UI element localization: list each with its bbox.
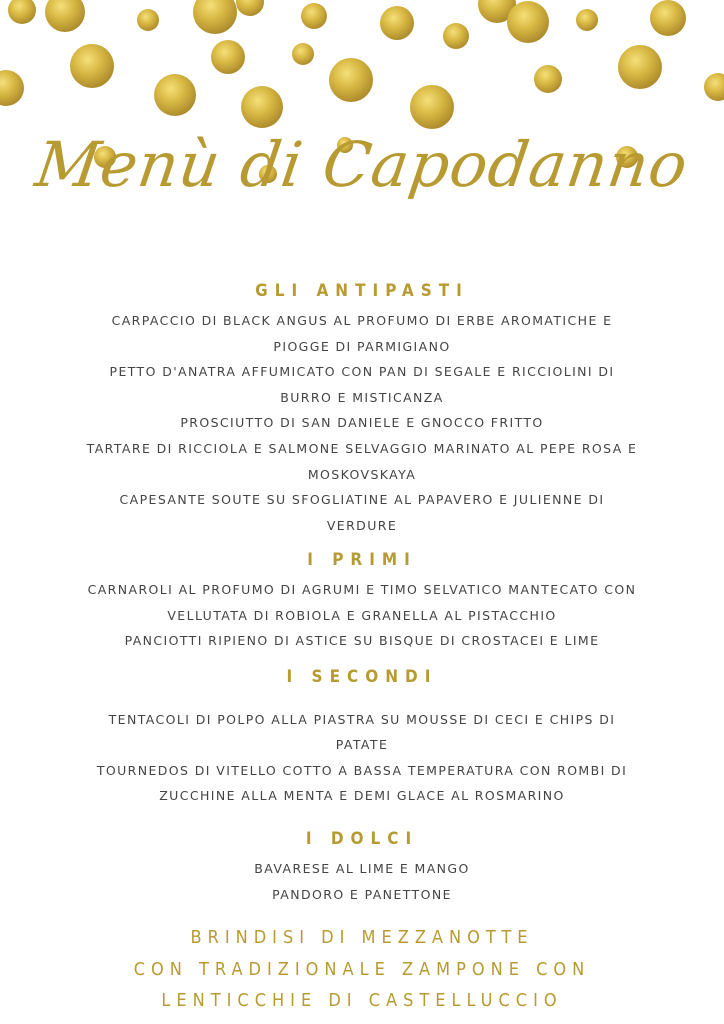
menu-item-line: PATATE	[335, 737, 389, 752]
section-heading-antipasti: GLI ANTIPASTI	[255, 281, 469, 301]
closing-line: LENTICCHIE DI CASTELLUCCIO	[161, 990, 563, 1011]
menu-item-line: VELLUTATA DI ROBIOLA E GRANELLA AL PISTACCHIO	[167, 608, 557, 623]
menu-item-line: PIOGGE DI PARMIGIANO	[273, 339, 451, 354]
menu-item-line: MOSKOVSKAYA	[307, 467, 417, 482]
closing-line: CON TRADIZIONALE ZAMPONE CON	[133, 959, 591, 980]
closing-line: BRINDISI DI MEZZANOTTE	[190, 927, 534, 948]
menu-item-line: CARPACCIO DI BLACK ANGUS AL PROFUMO DI ERBE AROMATICHE E	[111, 313, 613, 328]
menu-item-line: CAPESANTE SOUTE SU SFOGLIATINE AL PAPAVERO E JULIENNE DI	[119, 492, 605, 507]
menu-item-line: ZUCCHINE ALLA MENTA E DEMI GLACE AL ROSMARINO	[159, 788, 565, 803]
menu-item-line: TARTARE DI RICCIOLA E SALMONE SELVAGGIO MARINATO AL PEPE ROSA E	[86, 441, 638, 456]
menu-title: Menù di Capodanno	[31, 128, 693, 201]
section-heading-dolci: I DOLCI	[305, 829, 419, 849]
section-heading-primi: I PRIMI	[307, 550, 417, 570]
section-heading-secondi: I SECONDI	[286, 667, 438, 687]
menu-item-line: BURRO E MISTICANZA	[280, 390, 444, 405]
menu-item-line: PANDORO E PANETTONE	[272, 887, 452, 902]
menu-item-line: TENTACOLI DI POLPO ALLA PIASTRA SU MOUSSE DI CECI E CHIPS DI	[108, 712, 616, 727]
menu-item-line: TOURNEDOS DI VITELLO COTTO A BASSA TEMPERATURA CON ROMBI DI	[96, 763, 628, 778]
menu-item-line: BAVARESE AL LIME E MANGO	[254, 861, 470, 876]
menu-item-line: PANCIOTTI RIPIENO DI ASTICE SU BISQUE DI CROSTACEI E LIME	[124, 633, 600, 648]
menu-item-line: PETTO D'ANATRA AFFUMICATO CON PAN DI SEGALE E RICCIOLINI DI	[109, 364, 615, 379]
menu-item-line: VERDURE	[326, 518, 398, 533]
menu-item-line: PROSCIUTTO DI SAN DANIELE E GNOCCO FRITTO	[180, 415, 544, 430]
menu-item-line: CARNAROLI AL PROFUMO DI AGRUMI E TIMO SELVATICO MANTECATO CON	[87, 582, 637, 597]
